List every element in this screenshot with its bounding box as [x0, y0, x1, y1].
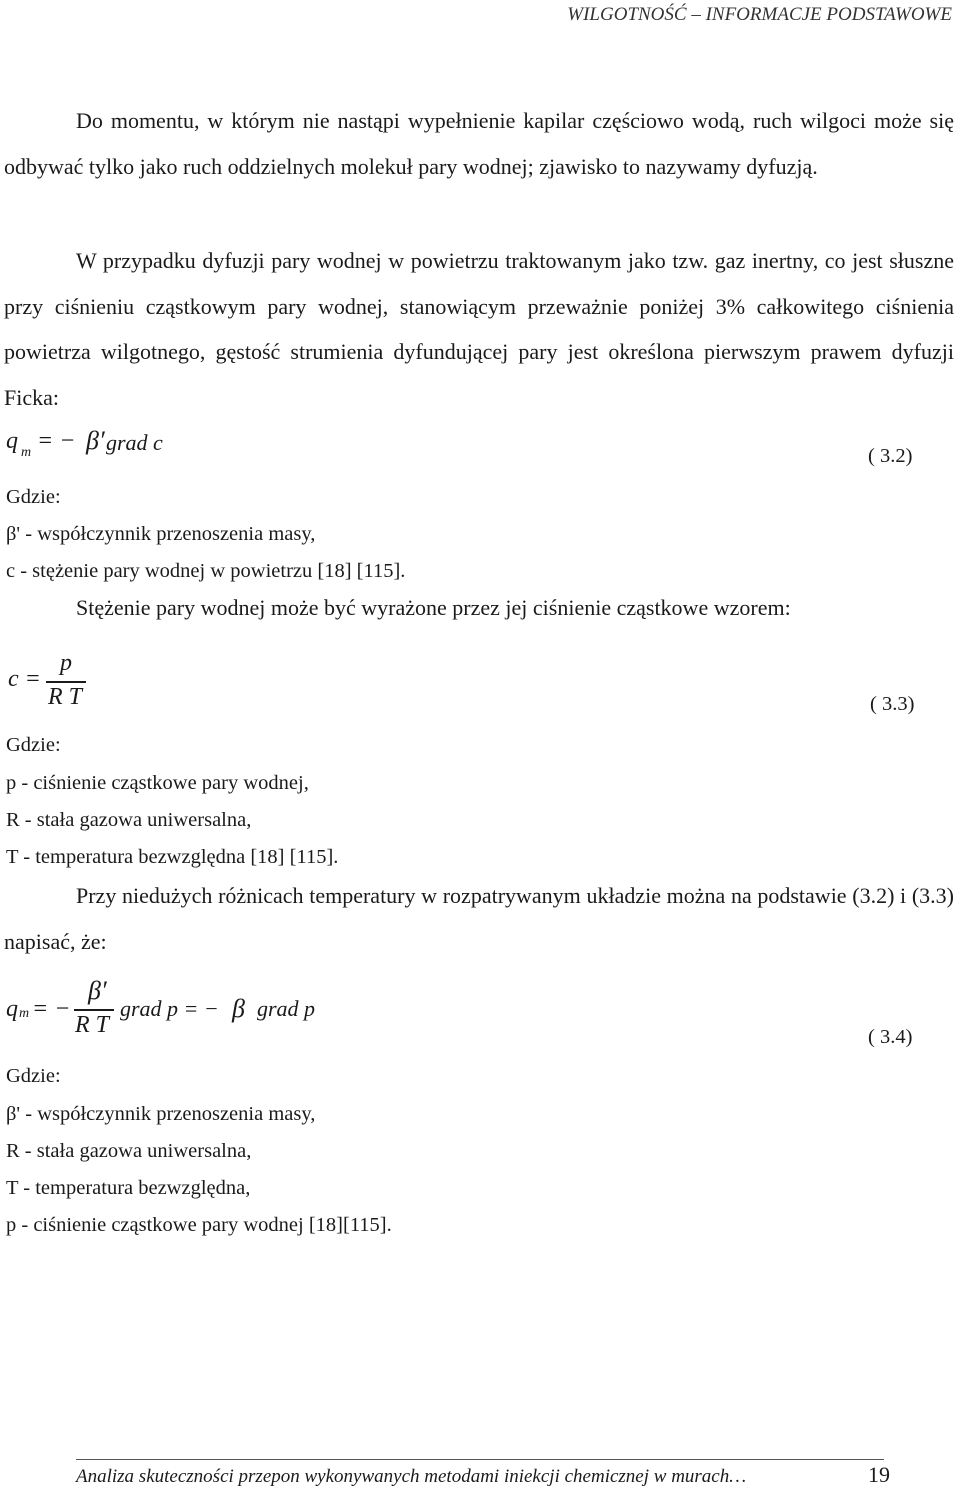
where-item: β' - współczynnik przenoszenia masy,	[6, 1103, 316, 1125]
eq34-middle: grad p = −	[120, 996, 219, 1021]
eq34-number: ( 3.4)	[868, 1026, 913, 1048]
where-item: β' - współczynnik przenoszenia masy,	[6, 523, 316, 545]
eq34-q: q	[6, 996, 18, 1022]
eq33-fraction-bar	[46, 681, 86, 683]
eq34-numerator: β′	[88, 976, 107, 1005]
eq34-fraction-bar	[74, 1009, 114, 1011]
where-label-3: Gdzie:	[6, 1065, 61, 1087]
where-item: R - stała gazowa uniwersalna,	[6, 1140, 252, 1162]
paragraph-4: Przy niedużych różnicach temperatury w rozpatrywanym układzie można na podstawie (3.2) i (3.3) napisać, że:	[4, 883, 954, 954]
eq34-grad: grad p	[257, 996, 316, 1021]
eq33-numerator: p	[60, 650, 72, 676]
where-item: c - stężenie pary wodnej w powietrzu [18] [115].	[6, 560, 406, 582]
paragraph-3: Stężenie pary wodnej może być wyrażone przez jej ciśnienie cząstkowe wzorem:	[76, 595, 791, 620]
where-item: R - stała gazowa uniwersalna,	[6, 809, 252, 831]
paragraph-2: W przypadku dyfuzji pary wodnej w powietrzu traktowanym jako tzw. gaz inertny, co jest słuszne przy ciśnieniu cząstkowym pary wodnej, stanowiącym przeważnie poniżej 3% całkowitego ciśnienia powietrza wilgotnego, gęstość strumienia dyfundującej pary jest określona pierwszym prawem dyfuzji Ficka:	[4, 248, 954, 410]
where-item: p - ciśnienie cząstkowe pary wodnej,	[6, 772, 309, 794]
running-footer: Analiza skuteczności przepon wykonywanych metodami iniekcji chemicznej w murach…	[76, 1466, 747, 1487]
eq32-q: q	[6, 428, 18, 454]
eq32-equals: = −	[37, 428, 76, 454]
eq34-beta: β	[232, 994, 245, 1023]
paragraph-1: Do momentu, w którym nie nastąpi wypełnienie kapilar częściowo wodą, ruch wilgoci może się odbywać tylko jako ruch oddzielnych molekuł pary wodnej; zjawisko to nazywamy dyfuzją.	[4, 108, 954, 179]
where-label-1: Gdzie:	[6, 486, 61, 508]
running-header: WILGOTNOŚĆ – INFORMACJE PODSTAWOWE	[567, 4, 952, 25]
eq34-subscript: m	[19, 1006, 30, 1021]
eq32-number: ( 3.2)	[868, 445, 913, 467]
eq33-lhs: c =	[8, 666, 41, 692]
eq32-beta: β′	[86, 426, 105, 455]
eq34-denominator: R T	[75, 1012, 110, 1038]
eq32-subscript: m	[21, 445, 32, 460]
eq34-equals: = −	[32, 996, 71, 1022]
eq33-number: ( 3.3)	[870, 693, 915, 715]
page-number: 19	[868, 1462, 890, 1487]
where-item: T - temperatura bezwzględna,	[6, 1177, 251, 1199]
eq32-grad: grad c	[106, 430, 163, 455]
where-item: T - temperatura bezwzględna [18] [115].	[6, 846, 339, 868]
where-label-2: Gdzie:	[6, 734, 61, 756]
footer-rule	[76, 1459, 884, 1460]
where-item: p - ciśnienie cząstkowe pary wodnej [18][115].	[6, 1214, 392, 1236]
eq33-denominator: R T	[48, 684, 83, 710]
